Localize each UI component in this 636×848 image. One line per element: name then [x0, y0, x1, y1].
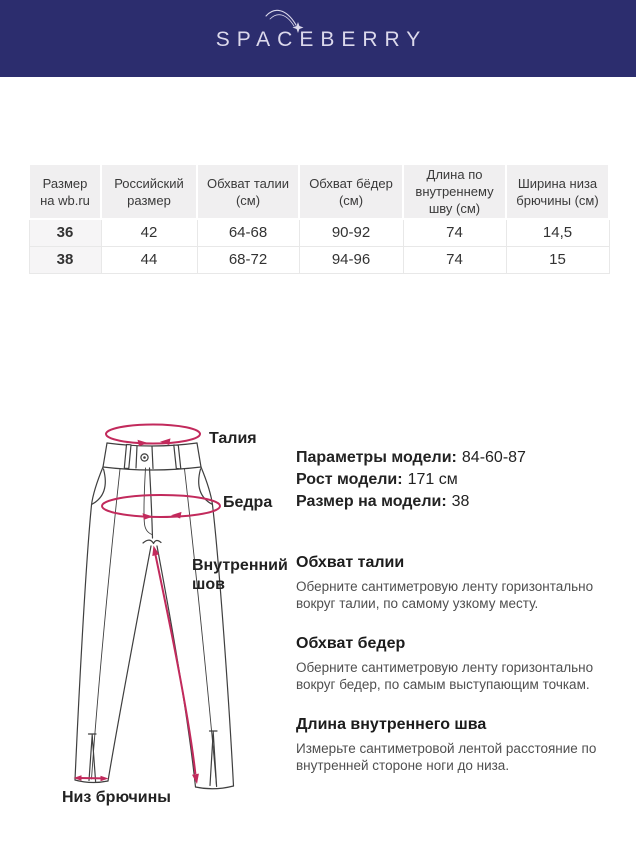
model-size-label: Размер на модели:	[296, 493, 447, 510]
cell-hips: 94-96	[299, 246, 403, 273]
measurement-info-column	[296, 447, 626, 774]
model-height-label: Рост модели:	[296, 471, 403, 488]
size-table	[28, 163, 610, 274]
model-size-value: 38	[451, 493, 470, 510]
guide-title: Обхват бедер	[296, 635, 406, 652]
cell-hips: 90-92	[299, 219, 403, 246]
cell-wb-size: 38	[29, 246, 101, 273]
cell-waist: 64-68	[197, 219, 299, 246]
model-height-value: 171 см	[407, 471, 458, 488]
guide-text: Оберните сантиметровую ленту горизонтально вокруг бедер, по самым выступающим точкам.	[296, 660, 594, 692]
inseam-label: Внутренний шов	[192, 557, 288, 593]
cell-ru-size: 42	[101, 219, 197, 246]
brand-header	[0, 0, 636, 77]
hips-label: Бедра	[223, 494, 273, 511]
model-params-line	[296, 447, 626, 469]
trousers-measurement-diagram	[40, 410, 300, 820]
model-height-line	[296, 469, 626, 491]
guide-text: Измерьте сантиметровой лентой расстояние по внутренней стороне ноги до низа.	[296, 741, 597, 773]
cell-hem-width: 14,5	[506, 219, 609, 246]
guide-text: Оберните сантиметровую ленту горизонтально вокруг талии, по самому узкому месту.	[296, 579, 594, 611]
size-table-header-row	[29, 164, 609, 219]
hips-measure-ellipse	[102, 495, 220, 517]
hem-label: Низ брючины	[62, 789, 171, 806]
waist-label: Талия	[209, 430, 257, 447]
guide-title: Обхват талии	[296, 554, 405, 571]
cell-waist: 68-72	[197, 246, 299, 273]
table-row-size-36	[29, 219, 609, 246]
arrowhead	[101, 776, 109, 782]
model-params-label: Параметры модели:	[296, 449, 457, 466]
guide-section-hips	[296, 634, 626, 693]
cell-inseam: 74	[403, 246, 506, 273]
cell-inseam: 74	[403, 219, 506, 246]
guide-section-waist	[296, 553, 626, 612]
brand-logo-text: SPACEBERRY	[215, 28, 428, 51]
cell-wb-size: 36	[29, 219, 101, 246]
col-header-hips: Обхват бёдер (см)	[299, 164, 403, 219]
col-header-inseam: Длина по внутреннему шву (см)	[403, 164, 506, 219]
col-header-hem-width: Ширина низа брючины (см)	[506, 164, 609, 219]
cell-hem-width: 15	[506, 246, 609, 273]
col-header-waist: Обхват талии (см)	[197, 164, 299, 219]
col-header-wb-size: Размер на wb.ru	[29, 164, 101, 219]
guide-title: Длина внутреннего шва	[296, 716, 487, 733]
guide-section-inseam	[296, 715, 626, 774]
model-params-value: 84-60-87	[461, 449, 526, 466]
waist-measure-ellipse	[106, 425, 200, 444]
col-header-ru-size: Российский размер	[101, 164, 197, 219]
cell-ru-size: 44	[101, 246, 197, 273]
model-size-line	[296, 491, 626, 513]
table-row-size-38	[29, 246, 609, 273]
